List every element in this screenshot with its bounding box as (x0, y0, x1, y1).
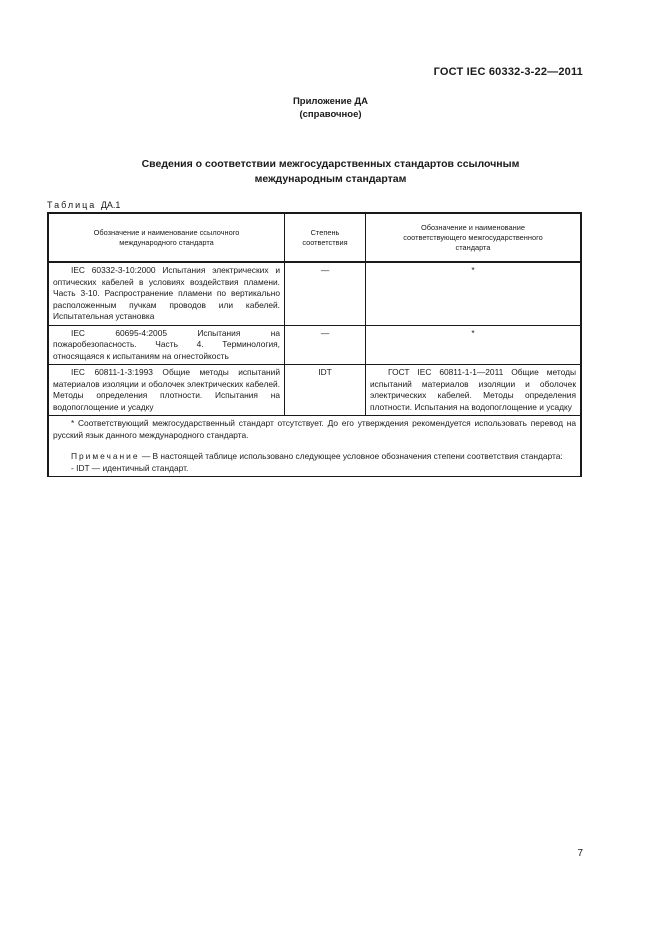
degree-cell: IDT (285, 365, 366, 416)
section-title (70, 157, 591, 187)
interstate-cell: * (366, 262, 582, 325)
column-header-degree-line-1: Степень (310, 227, 340, 237)
degree-cell: — (285, 325, 366, 365)
table-row (48, 325, 581, 365)
table-label (47, 200, 120, 210)
section-title-line-2: международным стандартам (254, 173, 407, 185)
appendix-title: Приложение ДА (292, 96, 369, 107)
note-text: — В настоящей таблице использовано следующее условное обозначения степени соответствия стандарта: (141, 451, 563, 461)
interstate-cell: * (366, 325, 582, 365)
column-header-interstate (366, 213, 582, 262)
column-header-degree (285, 213, 366, 262)
column-header-interstate-line-3: стандарта (455, 242, 491, 252)
appendix-heading (0, 95, 661, 121)
appendix-subtitle: (справочное) (299, 109, 362, 120)
column-header-reference (48, 213, 285, 262)
reference-cell: IEC 60811-1-3:1993 Общие методы испытаний материалов изоляции и оболочек электрических кабелей. Методы определения плотности. Испытания на водопоглощение и усадку (48, 365, 285, 416)
column-header-reference-line-2: международного стандарта (119, 237, 214, 247)
note (53, 451, 576, 463)
reference-cell: IEC 60695-4:2005 Испытания на пожаробезопасность. Часть 4. Терминология, относящаяся к испытаниям на огнестойкость (48, 325, 285, 365)
table-label-number: ДА.1 (100, 200, 121, 210)
table-footer (48, 416, 581, 477)
table-row (48, 262, 581, 325)
table-header-row (48, 213, 581, 262)
footnote: * Соответствующий межгосударственный стандарт отсутствует. До его утверждения рекомендуется использовать перевод на русский язык данного международного стандарта. (53, 418, 576, 440)
correspondence-table (47, 212, 582, 477)
table-row (48, 365, 581, 416)
reference-cell: IEC 60332-3-10:2000 Испытания электрических и оптических кабелей в условиях воздействия пламени. Часть 3-10. Распространение пламени по вертикально расположенным пучкам проводов или кабелей. Испытательная установка (48, 262, 285, 325)
document-code: ГОСТ IEC 60332-3-22—2011 (433, 66, 583, 78)
column-header-interstate-line-1: Обозначение и наименование (421, 222, 525, 232)
degree-cell: — (285, 262, 366, 325)
note-item: - IDT — идентичный стандарт. (71, 462, 189, 473)
column-header-interstate-line-2: соответствующего межгосударственного (403, 232, 543, 242)
column-header-reference-line-1: Обозначение и наименование ссылочного (93, 227, 240, 237)
interstate-cell: ГОСТ IEC 60811-1-1—2011 Общие методы испытаний материалов изоляции и оболочек электрических кабелей. Методы определения плотности. Испытания на водопоглощение и усадку (366, 365, 582, 416)
table-label-word: Таблица (47, 200, 97, 210)
section-title-line-1: Сведения о соответствии межгосударственных стандартов ссылочным (141, 158, 520, 170)
table-footer-row (48, 416, 581, 477)
column-header-degree-line-2: соответствия (302, 237, 348, 247)
page-number: 7 (577, 848, 583, 859)
note-label: Примечание (71, 451, 140, 461)
